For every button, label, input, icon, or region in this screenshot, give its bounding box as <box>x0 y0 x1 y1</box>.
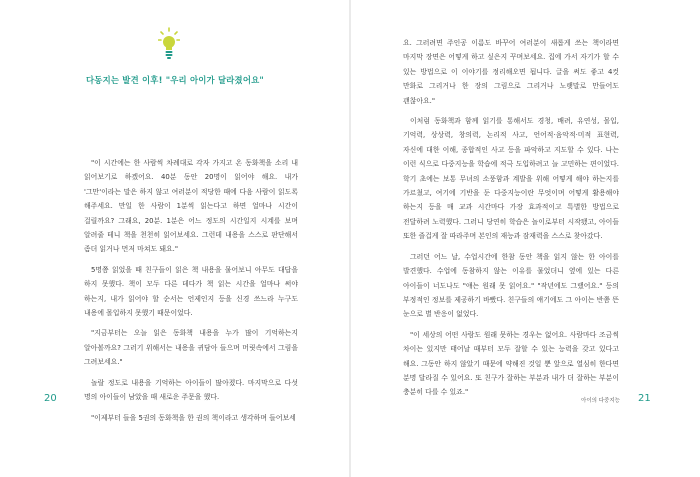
paragraph: 5명쯤 읽었을 때 친구들이 읽은 책 내용을 물어보니 아무도 대답을 하지 못했다. 책이 모두 다른 데다가 책 읽는 시간을 얼마나 써야 하는지, 내가 읽어야 할 순서는 언제인지 등을 신경 쓰느라 누구도 내용에 몰입하지 못했기 때문이었다. <box>84 265 298 318</box>
running-title: 아이의 다중지능 <box>581 398 620 404</box>
chapter-heading: 다동지는 발견 이후! "우리 아이가 달라졌어요" <box>86 75 264 85</box>
right-body-text <box>403 36 619 406</box>
paragraph: 그러던 어느 날, 수업시간에 한참 동안 책을 읽지 않는 한 아이를 발견했다. 수업에 동참하지 않는 이유를 물었더니 옆에 있는 다른 아이들이 너도나도 "얘는 원래 못 읽어요." "작년에도 그랬어요." 등의 부정적인 정보를 제공하기 바빴다. 친구들의 얘기에도 그 아이는 반쯤 뜬 눈으로 별 반응이 없었다. <box>403 252 619 319</box>
paragraph: 놀랄 정도로 내용을 기억하는 아이들이 많아졌다. 마지막으로 다섯 명의 아이들이 남았을 때 새로운 주문을 했다. <box>84 378 298 402</box>
right-page <box>350 0 700 477</box>
paragraph: "이 시간에는 한 사람씩 차례대로 각자 가지고 온 동화책을 소리 내 읽어보기로 하겠어요. 40분 동안 20명이 읽어야 해요. 내가 '그만'이라는 말은 하지 않고 여러분이 적당한 때에 다음 사람이 읽도록 해주세요. 만일 한 사람이 1분씩 읽는다고 하면 얼마나 시간이 걸릴까요? 그래요, 20분. 1분은 어느 정도의 시간일지 시계를 보며 알려줄 테니 책을 천천히 읽어보세요. 그런데 내용을 스스로 판단해서 좀더 읽거나 먼저 마쳐도 돼요." <box>84 159 298 254</box>
paragraph: "이 세상의 어떤 사람도 원래 못하는 경우는 없어요. 사람마다 조금씩 차이는 있지만 태어날 때부터 모두 잘할 수 있는 능력을 갖고 있다고 해요. 그동안 하지 않았기 때문에 약해진 것일 뿐 앞으로 열심히 한다면 분명 달라질 수 있어요. 또 친구가 잘하는 부분과 내가 더 잘하는 부분이 충분히 다를 수 있죠." <box>403 330 619 397</box>
left-body-text <box>84 156 298 431</box>
paragraph: "지금부터는 오늘 읽은 동화책 내용을 누가 많이 기억하는지 알아볼까요? 그러기 위해서는 내용을 귀담아 들으며 머릿속에서 그림을 그려보세요." <box>84 329 298 367</box>
page-number-right: 21 <box>638 393 651 404</box>
page-number-left: 20 <box>44 393 57 404</box>
paragraph: 이처럼 동화책과 함께 읽기를 통해서도 경청, 배려, 유연성, 몰입, 기억력, 상상력, 창의력, 논리적 사고, 언어적·음악적·미적 표현력, 자신에 대한 이해, 종합적인 사고 등을 파악하고 지도할 수 있다. 나는 이런 식으로 다중지능을 학습에 적극 도입하려고 늘 고민하는 편이었다. 학기 초에는 보통 무녀의 소풍함과 계발을 위해 어떻게 해야 하는지를 가르쳤고, 여기에 기반을 둔 다중지능이란 무엇이며 어떻게 활용해야 하는지 등을 매 교과 시간마다 가장 효과적이고 특별한 방법으로 전달하려 노력했다. 그러니 당연히 학습은 놀이로부터 시작됐고, 아이들 또한 즐겁게 잘 따라주며 본인의 재능과 잠재력을 스스로 찾아갔다. <box>403 117 619 241</box>
paragraph: "이제부터 들을 5권의 동화책을 한 권의 책이라고 생각하며 들어보세 <box>91 413 296 422</box>
paragraph: 요. 그러려면 주인공 이름도 바꾸어 여러분이 새롭게 쓰는 책이라면 마지막 장면은 어떻게 하고 싶은지 꾸며보세요. 집에 가서 자기가 할 수 있는 방법으로 이 이야기를 정리해오면 됩니다. 글을 써도 좋고 4컷 만화로 그리거나 한 장의 그림으로 그리거나 노랫말로 만들어도 괜찮아요." <box>403 39 619 105</box>
lightbulb-icon <box>158 27 180 61</box>
